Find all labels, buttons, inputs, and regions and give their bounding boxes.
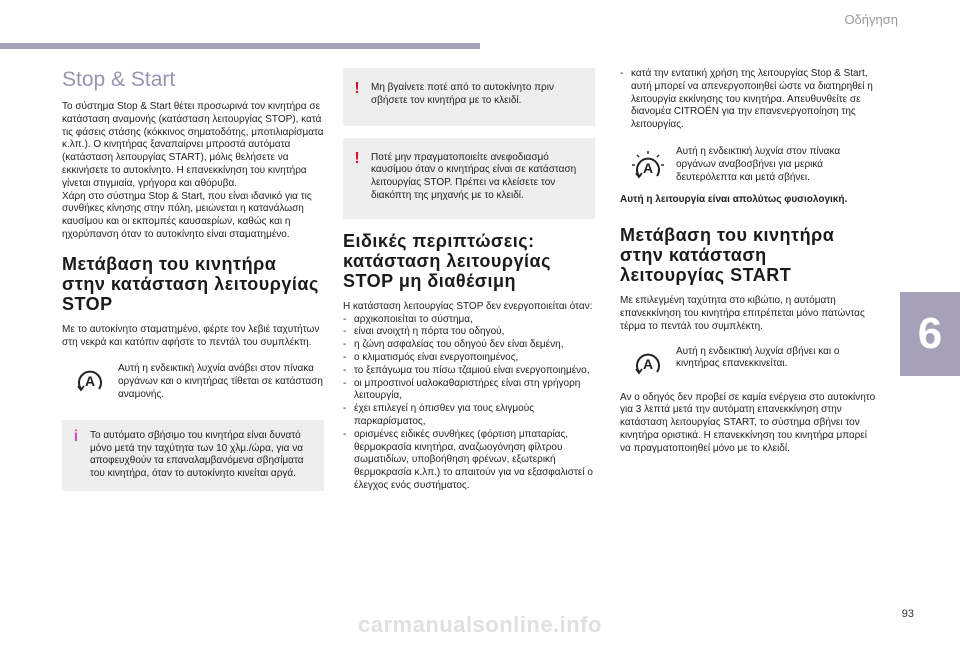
section-title: Οδήγηση	[844, 12, 898, 27]
list-item: - αρχικοποιείται το σύστημα,	[343, 314, 595, 327]
list-item: - η ζώνη ασφαλείας του οδηγού δεν είναι δεμένη,	[343, 339, 595, 352]
stop-indicator-text: Αυτή η ενδεικτική λυχνία ανάβει στον πίνακα οργάνων και ο κινητήρας τίθεται σε κατάσταση αναμονής.	[118, 363, 323, 400]
flash-indicator-row	[620, 146, 876, 184]
normal-behaviour-note: Αυτή η λειτουργία είναι απολύτως φυσιολογική.	[620, 194, 848, 206]
page-number: 93	[901, 608, 914, 620]
header-accent-bar	[0, 43, 480, 49]
list-item: - έχει επιλεγεί η όπισθεν για τους ελιγμούς παρκαρίσματος,	[343, 403, 595, 429]
warning-icon: !	[354, 149, 360, 167]
heading-stop-mode: Μετάβαση του κινητήρα στην κατάσταση λειτουργίας STOP	[62, 253, 319, 314]
info-icon: i	[73, 427, 79, 445]
list-item: - ο κλιματισμός είναι ενεργοποιημένος,	[343, 352, 595, 365]
list-item: - το ξεπάγωμα του πίσω τζαμιού είναι ενεργοποιημένο,	[343, 365, 595, 378]
watermark: carmanualsonline.info	[358, 612, 602, 637]
list-item: - ορισμένες ειδικές συνθήκες (φόρτιση μπαταρίας, θερμοκρασία κινητήρα, αναζωογόνηση φίλτρου σωματιδίων, υποβοήθηση φρένων, εξωτερική θερμοκρασία κ.λπ.) το απαιτούν για να εξασφαλιστεί ο έλεγχος ενός συστήματος.	[343, 429, 595, 493]
list-item: - είναι ανοιχτή η πόρτα του οδηγού,	[343, 326, 595, 339]
heading-special-cases: Ειδικές περιπτώσεις: κατάσταση λειτουργίας STOP μη διαθέσιμη	[343, 230, 551, 291]
warning-icon: !	[354, 80, 360, 97]
fallback-paragraph: Αν ο οδηγός δεν προβεί σε καμία ενέργεια στο αυτοκίνητο για 3 λεπτά μετά την αυτόματη επανεκκίνηση στην κατάσταση λειτουργίας START, το σύστημα σβήνει τον κινητήρα οριστικά. Η επανεκκίνηση του κινητήρα μπορεί να πραγματοποιηθεί μόνο με το κλειδί.	[620, 391, 876, 454]
info-box	[62, 420, 324, 491]
warning-box-refuel	[343, 138, 595, 219]
continued-list	[620, 68, 876, 132]
chapter-tab	[900, 292, 960, 376]
start-indicator-row	[620, 346, 876, 376]
auto-stop-indicator-icon	[620, 146, 676, 180]
auto-stop-indicator-icon	[62, 363, 118, 393]
warning-box-exit	[343, 68, 595, 126]
column-right	[620, 62, 876, 456]
column-middle	[343, 62, 595, 493]
special-intro: Η κατάσταση λειτουργίας STOP δεν ενεργοποιείται όταν:	[343, 300, 593, 312]
start-instructions: Με επιλεγμένη ταχύτητα στο κιβώτιο, η αυτόματη επανεκκίνηση του κινητήρα επιτρέπεται μόνο πατώντας τέρμα το πεντάλ του συμπλέκτη.	[620, 295, 865, 332]
start-indicator-text: Αυτή η ενδεικτική λυχνία σβήνει και ο κινητήρας επανεκκινείται.	[676, 345, 840, 370]
svg-text:A: A	[642, 355, 654, 372]
svg-text:A: A	[642, 159, 654, 176]
auto-start-indicator-icon	[620, 346, 676, 376]
flash-indicator-text: Αυτή η ενδεικτική λυχνία στον πίνακα οργάνων αναβοσβήνει για μερικά δευτερόλεπτα και μετά σβήνει.	[676, 145, 841, 183]
conditions-list	[343, 314, 595, 493]
list-item: - οι μπροστινοί υαλοκαθαριστήρες είναι στη γρήγορη λειτουργία,	[343, 378, 595, 404]
list-item: - κατά την εντατική χρήση της λειτουργίας Stop & Start, αυτή μπορεί να απενεργοποιηθεί ώστε να διατηρηθεί η λειτουργία εκκίνησης του κινητήρα. Απευθυνθείτε σε διανομέα CITROËN για την επανενεργοποίηση της λειτουργίας.	[620, 68, 876, 132]
page-title: Stop & Start	[62, 68, 176, 91]
warning-exit-text: Μη βγαίνετε ποτέ από το αυτοκίνητο πριν σβήσετε τον κινητήρα με το κλειδί.	[371, 82, 554, 106]
info-box-text: Το αυτόματο σβήσιμο του κινητήρα είναι δυνατό μόνο μετά την ταχύτητα των 10 χλμ./ώρα, για να αποφευχθούν τα επαναλαμβανόμενα σβησίματα του κινητήρα, όταν το αυτοκίνητο κινείται αργά.	[90, 429, 304, 480]
column-left	[62, 62, 324, 491]
intro-paragraph-2: Χάρη στο σύστημα Stop & Start, που είναι ιδανικό για τις συνθήκες κίνησης στην πόλη, μειώνεται η κατανάλωση καυσίμου και οι εκπομπές καυσαερίων, καθώς και η ηχορύπανση όταν το αυτοκίνητο είναι σταματημένο.	[62, 190, 312, 240]
intro-paragraph: Το σύστημα Stop & Start θέτει προσωρινά τον κινητήρα σε κατάσταση αναμονής (κατάσταση λειτουργίας STOP), κατά τις φάσεις στάσης (κόκκινος σηματοδότης, μποτιλιαρίσματα κ.λπ.). Ο κινητήρας ξαναπαίρνει μπροστά αυτόματα (κατάσταση λειτουργίας START), μόλις θελήσετε να εκκινήσετε το αυτοκίνητο. Η επανεκκίνηση του κινητήρα γίνεται στιγμιαία, γρήγορα και αθόρυβα.	[62, 101, 324, 189]
stop-indicator-row	[62, 363, 324, 401]
chapter-number: 6	[917, 309, 943, 358]
warning-refuel-text: Ποτέ μην πραγματοποιείτε ανεφοδιασμό καυσίμου όταν ο κινητήρας είναι σε κατάσταση λειτουργίας STOP. Πρέπει να κλείσετε τον διακόπτη της μηχανής με το κλειδί.	[371, 151, 577, 201]
svg-text:A: A	[84, 373, 96, 390]
stop-instructions: Με το αυτοκίνητο σταματημένο, φέρτε τον λεβιέ ταχυτήτων στη νεκρά και κατόπιν αφήστε το πεντάλ του συμπλέκτη.	[62, 323, 320, 348]
heading-start-mode: Μετάβαση του κινητήρα στην κατάσταση λειτουργίας START	[620, 225, 835, 286]
